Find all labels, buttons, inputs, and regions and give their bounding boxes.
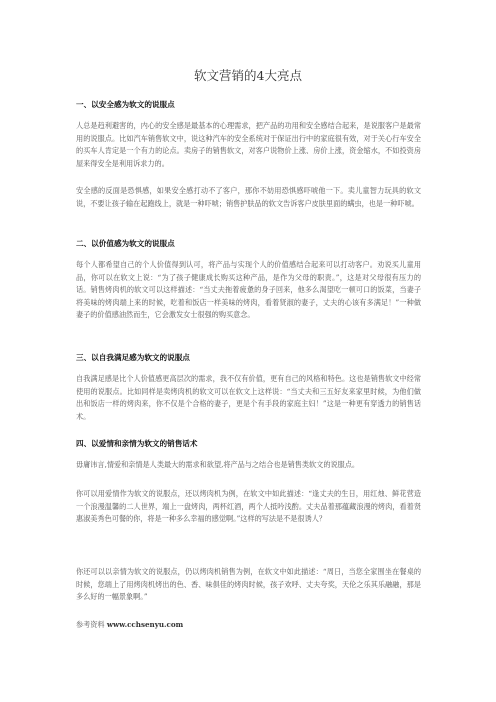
section-heading-2: 二、以价值感为软文的说服点 (76, 239, 175, 248)
section-heading-1: 一、以安全感为软文的说服点 (76, 100, 175, 109)
section-heading-4: 四、以爱情和亲情为软文的销售话术 (76, 439, 198, 448)
section-heading-3: 三、以自我满足感为软文的说服点 (76, 353, 190, 362)
section-3-paragraph-1: 自我满足感是比个人价值感更高层次的需求，我不仅有价值，更有自己的风格和特色。这也是销售软文中经常使用的说服点。比如同样是卖烤肉机的软文可以在软文上这样说：“当丈夫和三五好友来家里时候，为他们做出和饭店一样的烤肉来，你不仅是个合格的妻子，更是个有手段的家庭主妇！”这是一种更有穿透力的销售话术。 (76, 374, 421, 421)
section-4-paragraph-2: 你可以用爱情作为软文的说服点，还以烤肉机为例，在软文中如此描述：“逢丈夫的生日，用红烛、鲜花营造一个浪漫温馨的二人世界，端上一盘烤肉，两杯红酒，两个人抵吟浅酌。丈夫品着那蕴藏浪漫的烤肉，看着贤惠淑美秀色可餐的你，将是一种多么幸福的感觉啊。”这样的写法是不是很诱人？ (76, 489, 421, 524)
reference-line (76, 620, 183, 630)
section-1-paragraph-2: 安全感的反面是恐惧感，如果安全感打动不了客户，那你不妨用恐惧感吓唬他一下。卖儿童智力玩具的软文说，不要让孩子输在起跑线上，就是一种吓唬；销售护肤品的软文告诉客户皮肤里面的螨虫，也是一种吓唬。 (76, 186, 421, 208)
section-2-paragraph-1: 每个人都希望自己的个人价值得到认可，将产品与实现个人的价值感结合起来可以打动客户。劝说买儿童用品，你可以在软文上说：“为了孩子健康成长购买这种产品，是作为父母的职责。”，这是对父母很有压力的话。销售烤肉机的软文可以这样描述：“当丈夫拖着疲惫的身子回来，他多么渴望吃一顿可口的饭菜，当妻子将美味的烤肉端上来的时候，吃着和饭店一样美味的烤肉，看着贤淑的妻子，丈夫的心该有多满足！”一种做妻子的价值感油然而生，它会激发女士很强的购买意念。 (76, 260, 421, 320)
section-4-paragraph-1: 毋庸讳言,情爱和亲情是人类最大的需求和欲望,将产品与之结合也是销售类软文的说服点。 (76, 460, 360, 469)
reference-url[interactable]: www.cchsenyu.com (106, 620, 184, 629)
document-title: 软文营销的4大亮点 (194, 68, 302, 83)
section-4-paragraph-3: 你还可以以亲情为软文的说服点，仍以烤肉机销售为例，在软文中如此描述：“周日，当您全家围坐在餐桌的时候，您端上了用烤肉机烤出的色、香、味俱佳的烤肉时候，孩子欢呼、丈夫夸奖，天伦之乐其乐融融，那是多么好的一幅景象啊。” (76, 567, 421, 602)
section-1-paragraph-1: 人总是趋利避害的，内心的安全感是最基本的心理需求，把产品的功用和安全感结合起来，是说服客户是最常用的说服点。比如汽车销售软文中，说这种汽车的安全系统对于保证出行中的家庭很有效，对于关心行车安全的买车人肯定是一个有力的论点。卖房子的销售软文，对客户说物价上涨、房价上涨，资金缩水，不如投资房屋来得安全是利用诉求力的。 (76, 121, 421, 168)
reference-label: 参考资料 (76, 620, 105, 629)
